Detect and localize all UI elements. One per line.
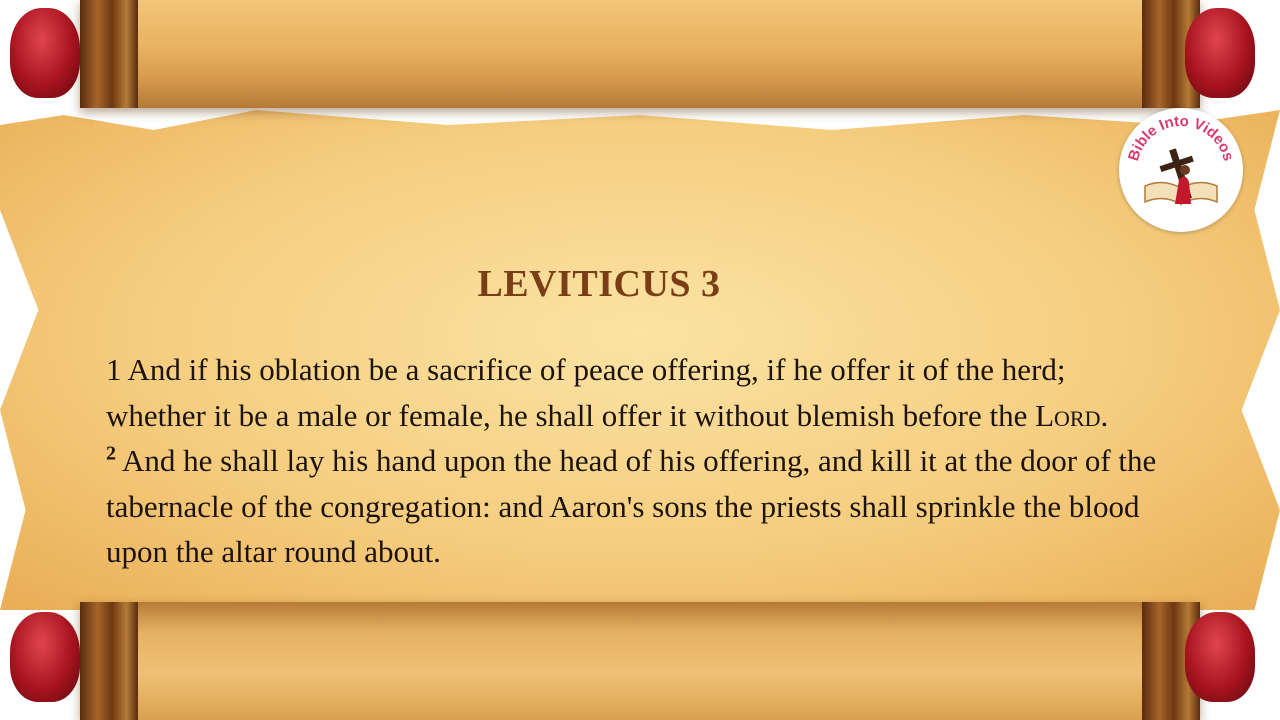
divine-name: Lord	[1035, 397, 1101, 433]
verse-text-block	[106, 347, 1166, 602]
figure-robe-icon	[1175, 176, 1191, 204]
verse-2	[106, 438, 1166, 575]
scroll-knob	[10, 8, 80, 98]
scroll-bottom-rod	[80, 602, 1200, 720]
verse-number: 1	[106, 352, 122, 387]
logo-text: Bible Into Videos	[1125, 112, 1237, 163]
verse-number: 2	[106, 442, 116, 465]
scroll-knob	[1185, 8, 1255, 98]
rod-band	[80, 0, 138, 108]
rod-band	[80, 602, 138, 720]
verse-text-end: .	[1100, 397, 1109, 433]
chapter-title: LEVITICUS 3	[477, 263, 721, 305]
verse-text: And if his oblation be a sacrifice of peace offering, if he offer it of the herd; whether it be a male or female, he shall offer it without blemish before the	[106, 352, 1066, 433]
figure-head-icon	[1180, 165, 1190, 175]
verse-1	[106, 347, 1166, 438]
scroll-top-rod	[80, 0, 1200, 108]
verse-text: And he shall lay his hand upon the head of his offering, and kill it at the door of the tabernacle of the congregation: and Aaron's sons the priests shall sprinkle the blood upon the altar round about.	[106, 443, 1157, 569]
scroll-knob	[10, 612, 80, 702]
scroll-knob	[1185, 612, 1255, 702]
bible-into-videos-logo	[1119, 108, 1243, 232]
